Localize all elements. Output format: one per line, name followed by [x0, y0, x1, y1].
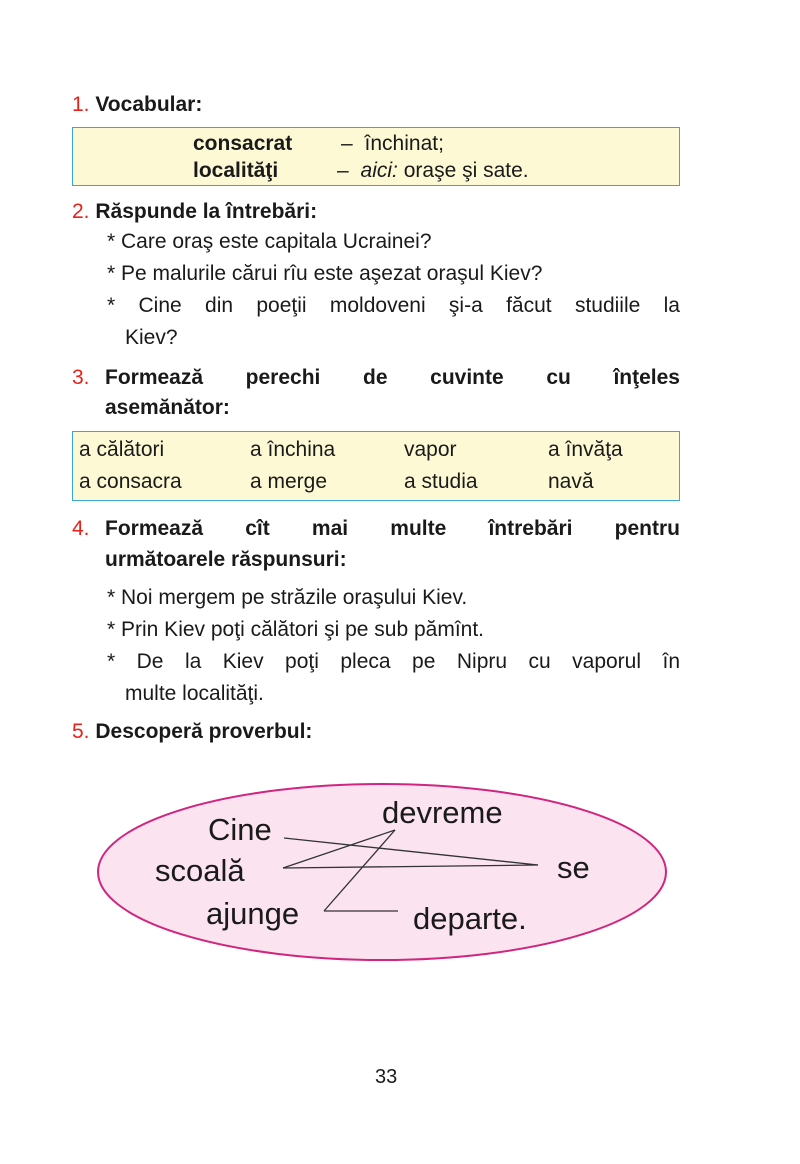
word-cell: a învăţa: [548, 438, 623, 461]
answer-3-line-2: multe localităţi.: [125, 682, 264, 705]
proverb-word-scoala: scoală: [155, 853, 245, 888]
ex1-number: 1.: [72, 93, 90, 116]
question-2: * Pe malurile cărui rîu este aşezat oraşul Kiev?: [107, 262, 543, 285]
word-cell: a merge: [250, 470, 328, 493]
word-cell: navă: [548, 470, 594, 493]
word-cell: vapor: [404, 438, 457, 461]
ex3-number: 3.: [72, 366, 90, 389]
proverb-word-se: se: [557, 850, 590, 885]
proverb-word-departe: departe.: [413, 901, 527, 936]
vocab-dash: –: [341, 132, 353, 155]
vocab-definition: oraşe şi sate.: [403, 159, 529, 182]
question-3-line-2: Kiev?: [125, 326, 178, 349]
ex5-title: Descoperă proverbul:: [95, 720, 313, 743]
proverb-word-devreme: devreme: [382, 795, 503, 830]
ex2-number: 2.: [72, 200, 90, 223]
proverb-word-cine: Cine: [208, 812, 272, 847]
ex4-title-line-1: Formează cît mai multe întrebări pentru: [105, 517, 680, 540]
ex2-title: Răspunde la întrebări:: [95, 200, 318, 223]
vocab-dash: –: [337, 159, 349, 182]
proverb-word-ajunge: ajunge: [206, 896, 300, 931]
word-cell: a călători: [79, 438, 165, 461]
answer-1: * Noi mergem pe străzile oraşului Kiev.: [107, 586, 468, 609]
vocab-term: localităţi: [193, 159, 279, 182]
answer-3-line-1: * De la Kiev poţi pleca pe Nipru cu vaporul în: [107, 650, 680, 673]
answer-2: * Prin Kiev poţi călători şi pe sub pămînt.: [107, 618, 485, 641]
page-number: 33: [375, 1066, 398, 1088]
ex3-title-line-1: Formează perechi de cuvinte cu înţeles: [105, 366, 680, 389]
vocab-term: consacrat: [193, 132, 293, 155]
vocab-definition: închinat;: [364, 132, 444, 155]
word-cell: a studia: [404, 470, 478, 493]
ex4-title-line-2: următoarele răspunsuri:: [105, 548, 347, 571]
ex1-title: Vocabular:: [95, 93, 203, 116]
ex3-title-line-2: asemănător:: [105, 396, 230, 419]
ex5-number: 5.: [72, 720, 90, 743]
word-cell: a închina: [250, 438, 336, 461]
question-1: * Care oraş este capitala Ucrainei?: [107, 230, 432, 253]
vocab-definition-italic: aici:: [360, 159, 398, 182]
question-3-line-1: * Cine din poeţii moldoveni şi-a făcut studiile la: [107, 294, 680, 317]
ex4-number: 4.: [72, 517, 90, 540]
word-cell: a consacra: [79, 470, 182, 493]
